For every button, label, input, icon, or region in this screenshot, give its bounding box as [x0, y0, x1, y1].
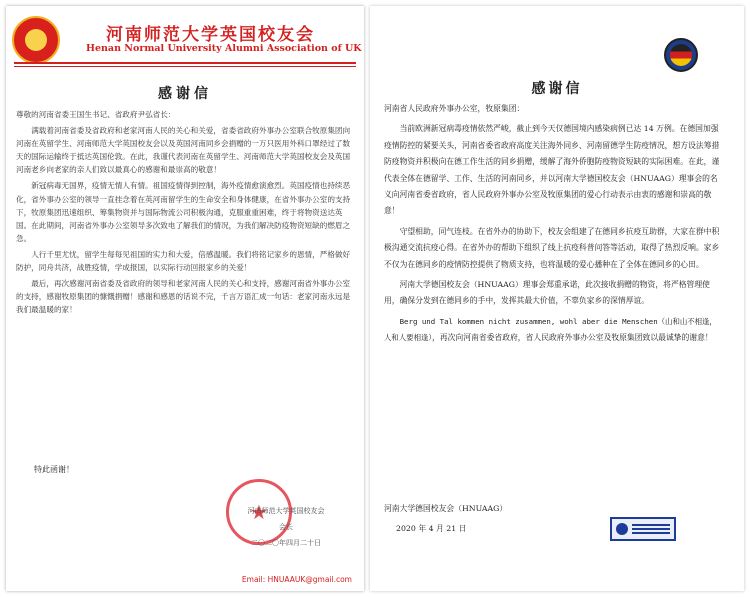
letterhead-rule — [14, 62, 356, 64]
signature-org: 河南大学德国校友会（HNUAAG） — [384, 504, 508, 513]
alumni-association-logo-icon — [12, 16, 60, 64]
paragraph: 人行千里尤忧，留学生每每见祖国的实力和大爱，倍感温暖。我们将铭记家乡的恩情，严格做好防护，同舟共济，战胜疫情，学成报国，以实际行动回报家乡的关爱！ — [16, 249, 351, 273]
letter-title: 感谢信 — [531, 81, 583, 97]
signature-block — [216, 503, 356, 551]
left-letter — [6, 6, 364, 591]
german-quote: Berg und Tal kommen nicht zusammen, wohl aber die Menschen（山和山不相逢，人和人要相逢） — [384, 316, 717, 343]
letterhead-rule-thin — [14, 66, 356, 67]
closing: 特此函谢！ — [34, 465, 74, 474]
blue-stamp-icon — [610, 517, 676, 541]
paragraph: 满载着河南省委及省政府和老家河南人民的关心和关爱，省委省政府外事办公室联合牧原集团向河南在英留学生、河南师范大学英国校友会以及英国河南同乡会捐赠的一万只医用外科口罩经过了数天的国际运输终于抵达英国伦敦。在此，我谨代表河南在英留学生、河南师范大学英国校友会及英国河南老乡向老家的亲人们致以最真心的感谢和最崇高的敬意！ — [16, 126, 351, 175]
german-quote-tail: ，再次向河南省委省政府，省人民政府外事办公室及牧原集团致以最诚挚的谢意！ — [432, 333, 713, 343]
paragraph: 最后，再次感谢河南省委及省政府的领导和老家河南人民的关心和支持，感谢河南省外事办公室的支持，感谢牧原集团的慷慨捐赠！感谢和感恩的话说不完，千言万语汇成一句话：老家河南永远是我们最温暖的家！ — [16, 279, 351, 315]
letter-title: 感谢信 — [158, 86, 212, 102]
paragraph: 守望相助，同气连枝。在省外办的协助下，校友会组建了在德同乡抗疫互助群，大家在群中积极沟通交流抗疫心得。在省外办的帮助下组织了线上抗疫科普问答等活动，取得了热烈反响。家乡不仅为在德同乡的疫情防控提供了物质支持，也将温暖的爱心播种在了全体在德同乡的心田。 — [384, 226, 720, 269]
paragraph: 当前欧洲新冠病毒疫情依然严峻，截止到今天仅德国境内感染病例已达 14 万例。在德国加强疫情防控的紧要关头，河南省委省政府高度关注海外同乡、河南留德学生防疫情况，想方设法筹措防疫物资并积极向在德工作生活的同乡捐赠，缓解了海外侨胞防疫物资短缺的实际困难。在此，谨代表全体在德留学、工作、生活的河南同乡，并以河南大学德国校友会（HNUAAG）理事会的名义向河南省委省政府，省人民政府外事办公室及牧原集团的爱心行动表示由衷的感谢和崇高的敬意！ — [384, 124, 720, 216]
letter-body — [16, 108, 354, 319]
signature-role: 会长 — [279, 523, 293, 531]
paragraph: 河南大学德国校友会（HNUAAG）理事会郑重承诺，此次接收捐赠的物资，将严格管理使用，确保分发到在德同乡的手中，发挥其最大价值，不辜负家乡的深情厚谊。 — [384, 280, 710, 306]
letterhead-english: Henan Normal University Alumni Association of UK — [86, 43, 362, 54]
right-letter — [370, 6, 744, 591]
letterhead-chinese: 河南师范大学英国校友会 — [106, 25, 315, 45]
signature-org: 河南师范大学英国校友会 — [247, 507, 325, 515]
letter-body — [384, 101, 720, 351]
contact-email[interactable]: Email: HNUAAUK@gmail.com — [241, 575, 352, 584]
salutation: 河南省人民政府外事办公室，牧原集团： — [384, 104, 525, 113]
signature-date: 二〇二〇年四月二十日 — [251, 539, 321, 547]
salutation: 尊敬的河南省委王国生书记、省政府尹弘省长： — [16, 110, 176, 119]
signature-date: 2020 年 4 月 21 日 — [396, 524, 467, 533]
hnuaag-logo-icon — [664, 38, 698, 72]
paragraph: 新冠病毒无国界，疫情无情人有情。祖国疫情得到控制，海外疫情愈演愈烈。英国疫情也持续恶化，省外事办公室的领导一直挂念着在英河南留学生的生命安全和身体健康，在省外事办公室的支持下，牧原集团迅速组织、筹集物资并与国际物流公司积极沟通，克服重重困难，终于将物资送达英国。在此期间，河南省外事办公室领导多次致电了解我们的情况，为我们解决防疫物资短缺的燃眉之急。 — [16, 181, 351, 243]
paragraph-german-quote — [384, 314, 720, 347]
